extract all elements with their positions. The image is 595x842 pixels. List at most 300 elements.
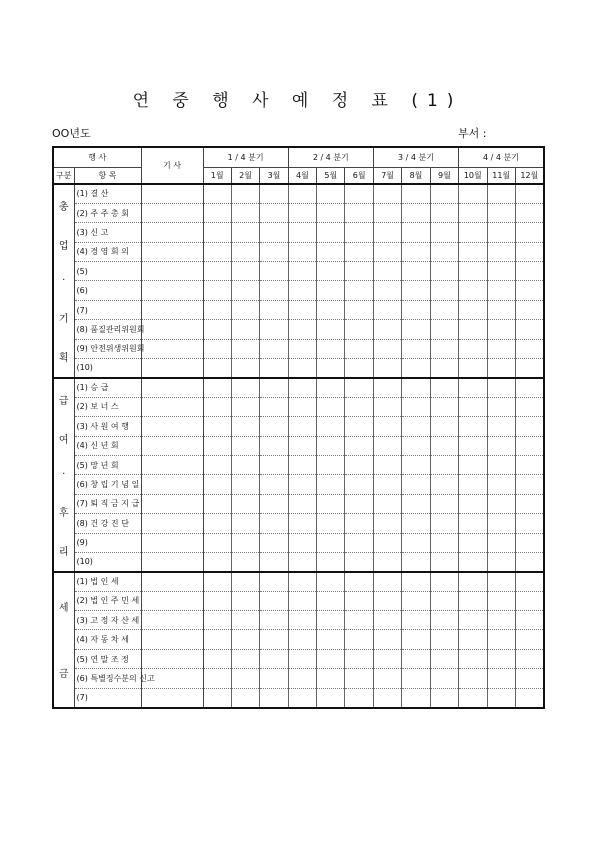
month-cell[interactable] xyxy=(288,359,316,378)
month-cell[interactable] xyxy=(515,514,543,533)
month-cell[interactable] xyxy=(345,688,373,707)
month-cell[interactable] xyxy=(231,688,259,707)
month-cell[interactable] xyxy=(260,300,288,319)
note-cell[interactable] xyxy=(141,688,203,707)
note-cell[interactable] xyxy=(141,397,203,416)
month-cell[interactable] xyxy=(459,611,487,630)
month-cell[interactable] xyxy=(260,572,288,591)
month-cell[interactable] xyxy=(203,378,231,397)
month-cell[interactable] xyxy=(430,184,458,203)
month-cell[interactable] xyxy=(345,649,373,668)
month-cell[interactable] xyxy=(288,262,316,281)
month-cell[interactable] xyxy=(288,455,316,474)
note-cell[interactable] xyxy=(141,417,203,436)
month-cell[interactable] xyxy=(317,455,345,474)
month-cell[interactable] xyxy=(231,514,259,533)
month-cell[interactable] xyxy=(402,262,430,281)
month-cell[interactable] xyxy=(487,494,515,513)
month-cell[interactable] xyxy=(459,397,487,416)
month-cell[interactable] xyxy=(203,262,231,281)
month-cell[interactable] xyxy=(430,359,458,378)
month-cell[interactable] xyxy=(515,533,543,552)
month-cell[interactable] xyxy=(430,475,458,494)
month-cell[interactable] xyxy=(345,378,373,397)
month-cell[interactable] xyxy=(260,203,288,222)
month-cell[interactable] xyxy=(231,417,259,436)
month-cell[interactable] xyxy=(288,378,316,397)
month-cell[interactable] xyxy=(203,397,231,416)
month-cell[interactable] xyxy=(373,281,401,300)
month-cell[interactable] xyxy=(231,552,259,571)
month-cell[interactable] xyxy=(288,572,316,591)
note-cell[interactable] xyxy=(141,300,203,319)
month-cell[interactable] xyxy=(203,359,231,378)
month-cell[interactable] xyxy=(430,203,458,222)
month-cell[interactable] xyxy=(288,417,316,436)
month-cell[interactable] xyxy=(203,203,231,222)
month-cell[interactable] xyxy=(260,339,288,358)
month-cell[interactable] xyxy=(345,611,373,630)
month-cell[interactable] xyxy=(515,494,543,513)
month-cell[interactable] xyxy=(515,455,543,474)
month-cell[interactable] xyxy=(459,223,487,242)
month-cell[interactable] xyxy=(317,339,345,358)
month-cell[interactable] xyxy=(402,378,430,397)
month-cell[interactable] xyxy=(288,669,316,688)
month-cell[interactable] xyxy=(402,475,430,494)
month-cell[interactable] xyxy=(260,630,288,649)
month-cell[interactable] xyxy=(288,203,316,222)
month-cell[interactable] xyxy=(402,359,430,378)
month-cell[interactable] xyxy=(373,320,401,339)
month-cell[interactable] xyxy=(373,533,401,552)
month-cell[interactable] xyxy=(260,591,288,610)
month-cell[interactable] xyxy=(373,339,401,358)
month-cell[interactable] xyxy=(459,203,487,222)
month-cell[interactable] xyxy=(459,262,487,281)
month-cell[interactable] xyxy=(317,397,345,416)
month-cell[interactable] xyxy=(373,649,401,668)
month-cell[interactable] xyxy=(317,514,345,533)
month-cell[interactable] xyxy=(317,262,345,281)
month-cell[interactable] xyxy=(487,359,515,378)
note-cell[interactable] xyxy=(141,455,203,474)
month-cell[interactable] xyxy=(231,494,259,513)
month-cell[interactable] xyxy=(203,281,231,300)
month-cell[interactable] xyxy=(317,378,345,397)
month-cell[interactable] xyxy=(345,281,373,300)
month-cell[interactable] xyxy=(515,688,543,707)
month-cell[interactable] xyxy=(373,494,401,513)
month-cell[interactable] xyxy=(260,320,288,339)
month-cell[interactable] xyxy=(373,688,401,707)
month-cell[interactable] xyxy=(203,649,231,668)
month-cell[interactable] xyxy=(231,669,259,688)
month-cell[interactable] xyxy=(459,572,487,591)
month-cell[interactable] xyxy=(317,320,345,339)
month-cell[interactable] xyxy=(515,572,543,591)
month-cell[interactable] xyxy=(317,649,345,668)
month-cell[interactable] xyxy=(487,281,515,300)
month-cell[interactable] xyxy=(260,455,288,474)
month-cell[interactable] xyxy=(317,611,345,630)
month-cell[interactable] xyxy=(430,262,458,281)
month-cell[interactable] xyxy=(402,320,430,339)
month-cell[interactable] xyxy=(231,300,259,319)
month-cell[interactable] xyxy=(260,494,288,513)
month-cell[interactable] xyxy=(430,397,458,416)
month-cell[interactable] xyxy=(260,359,288,378)
note-cell[interactable] xyxy=(141,630,203,649)
month-cell[interactable] xyxy=(317,184,345,203)
month-cell[interactable] xyxy=(487,378,515,397)
month-cell[interactable] xyxy=(459,281,487,300)
month-cell[interactable] xyxy=(345,242,373,261)
month-cell[interactable] xyxy=(487,572,515,591)
month-cell[interactable] xyxy=(459,552,487,571)
note-cell[interactable] xyxy=(141,514,203,533)
month-cell[interactable] xyxy=(430,242,458,261)
month-cell[interactable] xyxy=(231,397,259,416)
month-cell[interactable] xyxy=(373,475,401,494)
month-cell[interactable] xyxy=(402,223,430,242)
month-cell[interactable] xyxy=(373,630,401,649)
month-cell[interactable] xyxy=(515,669,543,688)
month-cell[interactable] xyxy=(459,455,487,474)
month-cell[interactable] xyxy=(402,533,430,552)
month-cell[interactable] xyxy=(317,591,345,610)
month-cell[interactable] xyxy=(231,455,259,474)
month-cell[interactable] xyxy=(515,436,543,455)
month-cell[interactable] xyxy=(402,611,430,630)
month-cell[interactable] xyxy=(288,611,316,630)
note-cell[interactable] xyxy=(141,572,203,591)
note-cell[interactable] xyxy=(141,533,203,552)
month-cell[interactable] xyxy=(430,436,458,455)
month-cell[interactable] xyxy=(288,591,316,610)
month-cell[interactable] xyxy=(345,533,373,552)
month-cell[interactable] xyxy=(373,184,401,203)
month-cell[interactable] xyxy=(288,494,316,513)
month-cell[interactable] xyxy=(203,688,231,707)
month-cell[interactable] xyxy=(345,455,373,474)
month-cell[interactable] xyxy=(203,514,231,533)
month-cell[interactable] xyxy=(260,184,288,203)
month-cell[interactable] xyxy=(203,300,231,319)
month-cell[interactable] xyxy=(317,359,345,378)
month-cell[interactable] xyxy=(402,552,430,571)
month-cell[interactable] xyxy=(345,630,373,649)
month-cell[interactable] xyxy=(430,669,458,688)
month-cell[interactable] xyxy=(317,300,345,319)
month-cell[interactable] xyxy=(515,223,543,242)
month-cell[interactable] xyxy=(260,378,288,397)
month-cell[interactable] xyxy=(487,320,515,339)
month-cell[interactable] xyxy=(459,242,487,261)
month-cell[interactable] xyxy=(459,184,487,203)
month-cell[interactable] xyxy=(231,572,259,591)
month-cell[interactable] xyxy=(260,688,288,707)
note-cell[interactable] xyxy=(141,262,203,281)
month-cell[interactable] xyxy=(402,339,430,358)
month-cell[interactable] xyxy=(317,669,345,688)
month-cell[interactable] xyxy=(203,475,231,494)
month-cell[interactable] xyxy=(430,649,458,668)
month-cell[interactable] xyxy=(373,669,401,688)
month-cell[interactable] xyxy=(373,300,401,319)
month-cell[interactable] xyxy=(231,203,259,222)
month-cell[interactable] xyxy=(430,339,458,358)
month-cell[interactable] xyxy=(515,262,543,281)
month-cell[interactable] xyxy=(203,223,231,242)
month-cell[interactable] xyxy=(231,339,259,358)
month-cell[interactable] xyxy=(288,281,316,300)
note-cell[interactable] xyxy=(141,591,203,610)
month-cell[interactable] xyxy=(373,262,401,281)
month-cell[interactable] xyxy=(288,475,316,494)
month-cell[interactable] xyxy=(430,591,458,610)
month-cell[interactable] xyxy=(345,436,373,455)
month-cell[interactable] xyxy=(487,436,515,455)
month-cell[interactable] xyxy=(515,417,543,436)
month-cell[interactable] xyxy=(231,184,259,203)
note-cell[interactable] xyxy=(141,339,203,358)
note-cell[interactable] xyxy=(141,436,203,455)
month-cell[interactable] xyxy=(203,494,231,513)
month-cell[interactable] xyxy=(515,300,543,319)
month-cell[interactable] xyxy=(430,223,458,242)
month-cell[interactable] xyxy=(430,688,458,707)
month-cell[interactable] xyxy=(317,630,345,649)
month-cell[interactable] xyxy=(430,572,458,591)
month-cell[interactable] xyxy=(288,688,316,707)
month-cell[interactable] xyxy=(402,184,430,203)
month-cell[interactable] xyxy=(402,514,430,533)
month-cell[interactable] xyxy=(487,611,515,630)
note-cell[interactable] xyxy=(141,223,203,242)
month-cell[interactable] xyxy=(345,514,373,533)
month-cell[interactable] xyxy=(487,514,515,533)
month-cell[interactable] xyxy=(373,417,401,436)
month-cell[interactable] xyxy=(260,552,288,571)
month-cell[interactable] xyxy=(402,591,430,610)
month-cell[interactable] xyxy=(459,417,487,436)
month-cell[interactable] xyxy=(487,339,515,358)
month-cell[interactable] xyxy=(402,572,430,591)
month-cell[interactable] xyxy=(459,378,487,397)
month-cell[interactable] xyxy=(515,552,543,571)
month-cell[interactable] xyxy=(373,552,401,571)
month-cell[interactable] xyxy=(260,533,288,552)
month-cell[interactable] xyxy=(402,688,430,707)
month-cell[interactable] xyxy=(515,339,543,358)
month-cell[interactable] xyxy=(430,378,458,397)
month-cell[interactable] xyxy=(345,300,373,319)
month-cell[interactable] xyxy=(515,649,543,668)
month-cell[interactable] xyxy=(288,397,316,416)
month-cell[interactable] xyxy=(345,552,373,571)
month-cell[interactable] xyxy=(260,262,288,281)
note-cell[interactable] xyxy=(141,203,203,222)
month-cell[interactable] xyxy=(373,242,401,261)
month-cell[interactable] xyxy=(515,281,543,300)
month-cell[interactable] xyxy=(231,359,259,378)
note-cell[interactable] xyxy=(141,475,203,494)
month-cell[interactable] xyxy=(317,281,345,300)
note-cell[interactable] xyxy=(141,552,203,571)
month-cell[interactable] xyxy=(515,630,543,649)
month-cell[interactable] xyxy=(260,514,288,533)
month-cell[interactable] xyxy=(402,242,430,261)
month-cell[interactable] xyxy=(402,397,430,416)
month-cell[interactable] xyxy=(203,242,231,261)
month-cell[interactable] xyxy=(487,184,515,203)
month-cell[interactable] xyxy=(317,533,345,552)
month-cell[interactable] xyxy=(203,320,231,339)
month-cell[interactable] xyxy=(515,397,543,416)
month-cell[interactable] xyxy=(260,669,288,688)
month-cell[interactable] xyxy=(317,436,345,455)
month-cell[interactable] xyxy=(231,611,259,630)
month-cell[interactable] xyxy=(373,611,401,630)
month-cell[interactable] xyxy=(231,320,259,339)
month-cell[interactable] xyxy=(402,203,430,222)
month-cell[interactable] xyxy=(203,436,231,455)
month-cell[interactable] xyxy=(459,688,487,707)
month-cell[interactable] xyxy=(515,242,543,261)
month-cell[interactable] xyxy=(345,359,373,378)
month-cell[interactable] xyxy=(487,630,515,649)
month-cell[interactable] xyxy=(317,552,345,571)
month-cell[interactable] xyxy=(487,455,515,474)
month-cell[interactable] xyxy=(317,223,345,242)
note-cell[interactable] xyxy=(141,611,203,630)
month-cell[interactable] xyxy=(373,397,401,416)
month-cell[interactable] xyxy=(373,223,401,242)
month-cell[interactable] xyxy=(459,630,487,649)
month-cell[interactable] xyxy=(231,223,259,242)
month-cell[interactable] xyxy=(487,397,515,416)
month-cell[interactable] xyxy=(459,669,487,688)
month-cell[interactable] xyxy=(345,417,373,436)
note-cell[interactable] xyxy=(141,281,203,300)
month-cell[interactable] xyxy=(231,378,259,397)
month-cell[interactable] xyxy=(203,630,231,649)
month-cell[interactable] xyxy=(373,455,401,474)
month-cell[interactable] xyxy=(203,455,231,474)
month-cell[interactable] xyxy=(402,436,430,455)
month-cell[interactable] xyxy=(345,591,373,610)
month-cell[interactable] xyxy=(203,591,231,610)
note-cell[interactable] xyxy=(141,359,203,378)
month-cell[interactable] xyxy=(430,281,458,300)
month-cell[interactable] xyxy=(288,223,316,242)
month-cell[interactable] xyxy=(487,262,515,281)
month-cell[interactable] xyxy=(260,649,288,668)
month-cell[interactable] xyxy=(487,688,515,707)
month-cell[interactable] xyxy=(317,203,345,222)
month-cell[interactable] xyxy=(487,203,515,222)
month-cell[interactable] xyxy=(430,494,458,513)
month-cell[interactable] xyxy=(345,203,373,222)
month-cell[interactable] xyxy=(515,184,543,203)
month-cell[interactable] xyxy=(260,475,288,494)
month-cell[interactable] xyxy=(231,436,259,455)
month-cell[interactable] xyxy=(402,455,430,474)
month-cell[interactable] xyxy=(288,184,316,203)
month-cell[interactable] xyxy=(260,242,288,261)
month-cell[interactable] xyxy=(402,281,430,300)
month-cell[interactable] xyxy=(231,262,259,281)
month-cell[interactable] xyxy=(487,417,515,436)
month-cell[interactable] xyxy=(402,300,430,319)
month-cell[interactable] xyxy=(487,649,515,668)
month-cell[interactable] xyxy=(203,339,231,358)
month-cell[interactable] xyxy=(231,533,259,552)
month-cell[interactable] xyxy=(430,455,458,474)
month-cell[interactable] xyxy=(345,669,373,688)
note-cell[interactable] xyxy=(141,649,203,668)
month-cell[interactable] xyxy=(373,514,401,533)
month-cell[interactable] xyxy=(260,223,288,242)
month-cell[interactable] xyxy=(459,514,487,533)
month-cell[interactable] xyxy=(288,552,316,571)
month-cell[interactable] xyxy=(487,475,515,494)
month-cell[interactable] xyxy=(373,591,401,610)
month-cell[interactable] xyxy=(459,359,487,378)
month-cell[interactable] xyxy=(459,494,487,513)
month-cell[interactable] xyxy=(487,242,515,261)
month-cell[interactable] xyxy=(402,630,430,649)
month-cell[interactable] xyxy=(487,223,515,242)
month-cell[interactable] xyxy=(402,494,430,513)
month-cell[interactable] xyxy=(317,417,345,436)
month-cell[interactable] xyxy=(430,514,458,533)
month-cell[interactable] xyxy=(459,339,487,358)
month-cell[interactable] xyxy=(373,359,401,378)
month-cell[interactable] xyxy=(260,611,288,630)
month-cell[interactable] xyxy=(345,184,373,203)
month-cell[interactable] xyxy=(317,242,345,261)
month-cell[interactable] xyxy=(345,494,373,513)
month-cell[interactable] xyxy=(373,436,401,455)
month-cell[interactable] xyxy=(515,591,543,610)
month-cell[interactable] xyxy=(373,378,401,397)
month-cell[interactable] xyxy=(203,184,231,203)
month-cell[interactable] xyxy=(430,611,458,630)
month-cell[interactable] xyxy=(430,320,458,339)
month-cell[interactable] xyxy=(203,669,231,688)
month-cell[interactable] xyxy=(317,475,345,494)
month-cell[interactable] xyxy=(288,300,316,319)
month-cell[interactable] xyxy=(345,262,373,281)
month-cell[interactable] xyxy=(231,649,259,668)
month-cell[interactable] xyxy=(487,669,515,688)
month-cell[interactable] xyxy=(345,223,373,242)
month-cell[interactable] xyxy=(231,591,259,610)
month-cell[interactable] xyxy=(487,591,515,610)
month-cell[interactable] xyxy=(430,300,458,319)
month-cell[interactable] xyxy=(231,630,259,649)
month-cell[interactable] xyxy=(260,436,288,455)
note-cell[interactable] xyxy=(141,494,203,513)
month-cell[interactable] xyxy=(317,572,345,591)
month-cell[interactable] xyxy=(459,300,487,319)
note-cell[interactable] xyxy=(141,320,203,339)
month-cell[interactable] xyxy=(203,611,231,630)
month-cell[interactable] xyxy=(288,649,316,668)
month-cell[interactable] xyxy=(515,475,543,494)
